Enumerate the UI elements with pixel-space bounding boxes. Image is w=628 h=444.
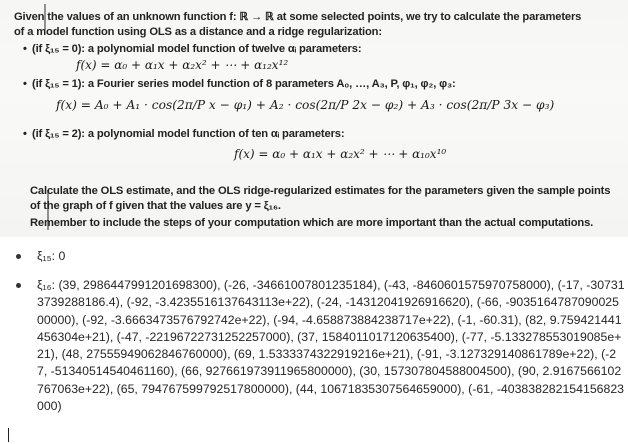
formula-polynomial-10: f(x) = α₀ + α₁x + α₂x² + ⋯ + α₁₀x¹⁰	[234, 147, 447, 161]
bullet-polynomial-12: • (if ξ₁₅ = 0): a polynomial model function of twelve αᵢ parameters:	[32, 42, 361, 56]
formula-fourier-series: f(x) = A₀ + A₁ · cos(2π/P x − φ₁) + A₂ · cos(2π/P 2x − φ₂) + A₃ · cos(2π/P 3x − φ₃)	[56, 98, 555, 112]
intro-line-1: Given the values of an unknown function f: ℝ → ℝ at some selected points, we try to calculate the parameters	[14, 11, 582, 23]
intro-line-2: of a model function using OLS as a distance and a ridge regularization:	[14, 26, 382, 38]
calc-line-2: of the graph of f given that the values are y = ξ₁₆.	[30, 200, 281, 212]
xi16-value: ξ₁₆: (39, 2986447991201698300), (-26, -34661007801235184), (-43, -8460601575970758000), (-17, -307313739288186.4), (-92, -3.4235516137643113e+22), (-24, -14312041926916620), (-66, -903516478709002500000), (-92, -3.6663473576792742e+22), (-94, -4.658873884238717e+22), (-1, -60.31), (82, 9.759421441456304e+21), (-47, -22196722731252257000), (37, 1584011017120635400), (-77, -5.133278553019085e+21), (48, 27555949062846760000), (69, 1.5333374322919216e+21), (-91, -3.127329140861789e+22), (-27, -51340514540461160), (66, 927661973911965800000), (30, 157307804588004500), (90, 2.9167566102767063e+22), (65, 794767599792517800000), (44, 10671835307564659000), (-61, -403838282154156823000)	[37, 278, 625, 414]
formula-polynomial-12: f(x) = α₀ + α₁x + α₂x² + ⋯ + α₁₂x¹²	[76, 58, 289, 72]
bullet-dot	[16, 254, 21, 259]
bullet-fourier-series: • (if ξ₁₅ = 1): a Fourier series model function of 8 parameters A₀, …, A₃, P, φ₁, φ₂, φ₃:	[32, 77, 456, 91]
calc-line-1: Calculate the OLS estimate, and the OLS ridge-regularized estimates for the parameters given the sample points	[30, 185, 611, 197]
text-cursor	[8, 428, 9, 442]
remember-line: Remember to include the steps of your computation which are more important than the actual computations.	[30, 217, 594, 229]
bullet-polynomial-10: • (if ξ₁₅ = 2): a polynomial model function of ten αᵢ parameters:	[32, 127, 344, 141]
xi15-value: ξ₁₅: 0	[37, 249, 66, 263]
bullet-dot	[16, 283, 21, 288]
